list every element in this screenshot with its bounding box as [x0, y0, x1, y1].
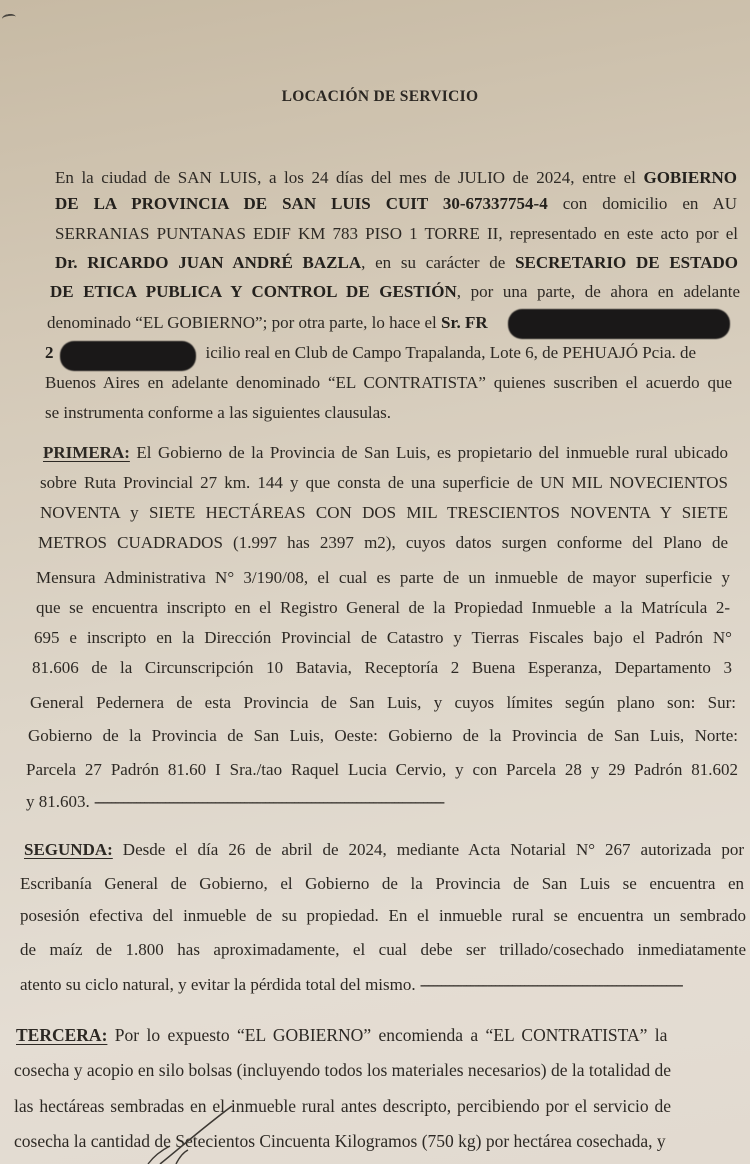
intro-line-8: Buenos Aires en adelante denominado “EL CONTRATISTA” quienes suscriben el acuerdo que — [45, 373, 732, 392]
intro-line-4: Dr. RICARDO JUAN ANDRÉ BAZLA, en su carácter de SECRETARIO DE ESTADO — [55, 253, 738, 272]
tercera-line-4: cosecha la cantidad de Setecientos Cincuenta Kilogramos (750 kg) por hectárea cosechada, y — [14, 1131, 666, 1151]
intro-line-1: En la ciudad de SAN LUIS, a los 24 días del mes de JULIO de 2024, entre el GOBIERNO — [55, 168, 737, 187]
intro-line-2: DE LA PROVINCIA DE SAN LUIS CUIT 30-67337754-4 con domicilio en AU — [55, 194, 737, 213]
tercera-line-3: las hectáreas sembradas en el inmueble rural antes descripto, percibiendo por el servicio de — [14, 1096, 672, 1116]
primera-line-12: y 81.603. ------------------------------------------------------------------------------------ — [26, 792, 444, 811]
segunda-line-4: de maíz de 1.800 has aproximadamente, el cual debe ser trillado/cosechado inmediatamente — [20, 940, 746, 959]
intro-line-9: se instrumenta conforme a las siguientes clausulas. — [45, 403, 392, 422]
intro-line-3: SERRANIAS PUNTANAS EDIF KM 783 PISO 1 TORRE II, representado en este acto por el — [55, 224, 738, 243]
pen-mark — [2, 13, 17, 23]
document-title: LOCACIÓN DE SERVICIO — [281, 88, 479, 105]
segunda-line-1: SEGUNDA: Desde el día 26 de abril de 2024, mediante Acta Notarial N° 267 autorizada por — [24, 840, 744, 859]
clause-heading-segunda: SEGUNDA: — [24, 840, 113, 859]
primera-line-5: Mensura Administrativa N° 3/190/08, el cual es parte de un inmueble de mayor superficie y — [36, 568, 730, 587]
redaction-id — [60, 341, 196, 371]
primera-line-11: Parcela 27 Padrón 81.60 I Sra./tao Raquel Lucia Cervio, y con Parcela 28 y 29 Padrón 81.602 — [26, 760, 738, 779]
intro-line-5: DE ETICA PUBLICA Y CONTROL DE GESTIÓN, por una parte, de ahora en adelante — [50, 282, 740, 301]
primera-line-4: METROS CUADRADOS (1.997 has 2397 m2), cuyos datos surgen conforme del Plano de — [38, 533, 728, 552]
primera-line-2: sobre Ruta Provincial 27 km. 144 y que consta de una superficie de UN MIL NOVECIENTOS — [40, 473, 728, 492]
segunda-line-5: atento su ciclo natural, y evitar la pérdida total del mismo. --------------------------------------------------------------- — [20, 975, 683, 994]
clause-heading-primera: PRIMERA: — [43, 443, 130, 462]
primera-line-1: PRIMERA: El Gobierno de la Provincia de San Luis, es propietario del inmueble rural ubicado — [43, 443, 728, 462]
primera-line-8: 81.606 de la Circunscripción 10 Batavia, Receptoría 2 Buena Esperanza, Departamento 3 — [32, 658, 732, 677]
tercera-line-2: cosecha y acopio en silo bolsas (incluyendo todos los materiales necesarios) de la totalidad de — [14, 1060, 672, 1080]
primera-line-7: 695 e inscripto en la Dirección Provincial de Catastro y Tierras Fiscales bajo el Padrón N° — [34, 628, 732, 647]
tercera-line-1: TERCERA: Por lo expuesto “EL GOBIERNO” encomienda a “EL CONTRATISTA” la — [16, 1025, 668, 1045]
redaction-name — [508, 309, 730, 339]
primera-line-6: que se encuentra inscripto en el Registro General de la Propiedad Inmueble a la Matrícula 2- — [36, 598, 730, 617]
signature-stroke — [140, 1100, 240, 1164]
primera-line-9: General Pedernera de esta Provincia de San Luis, y cuyos límites según plano son: Sur: — [30, 693, 736, 712]
intro-line-7: 2 icilio real en Club de Campo Trapalanda, Lote 6, de PEHUAJÓ Pcia. de — [45, 343, 697, 362]
primera-line-10: Gobierno de la Provincia de San Luis, Oeste: Gobierno de la Provincia de San Luis, Norte: — [28, 726, 738, 745]
intro-line-6: denominado “EL GOBIERNO”; por otra parte, lo hace el Sr. FR — [47, 313, 488, 332]
segunda-line-2: Escribanía General de Gobierno, el Gobierno de la Provincia de San Luis se encuentra en — [20, 874, 744, 893]
segunda-line-3: posesión efectiva del inmueble de su propiedad. En el inmueble rural se encuentra un sembrado — [20, 906, 746, 925]
clause-heading-tercera: TERCERA: — [16, 1025, 108, 1045]
primera-line-3: NOVENTA y SIETE HECTÁREAS CON DOS MIL TRESCIENTOS NOVENTA Y SIETE — [40, 503, 728, 522]
